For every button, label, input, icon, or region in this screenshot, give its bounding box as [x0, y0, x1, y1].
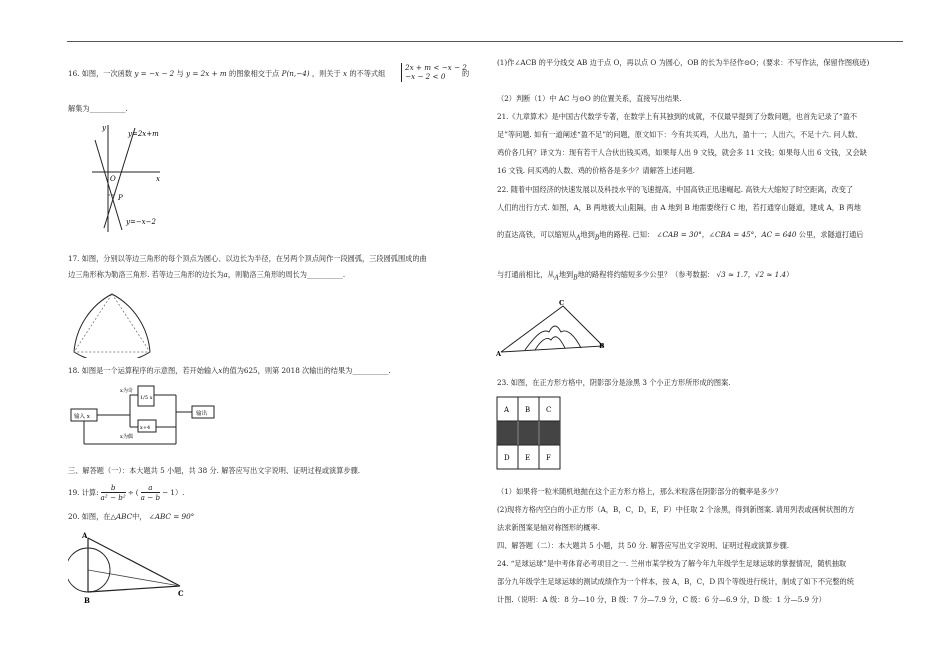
header-rule [67, 41, 903, 42]
q21-line3: 鸡价各几何？译文为：现有若干人合伙出钱买鸡，如果每人出 9 文钱，就会多 11 文钱；如果每人出 6 文钱，又会缺 [497, 148, 867, 157]
q20-part1: (1)作∠ACB 的平分线交 AB 边于点 O，再以点 O 为圆心，OB 的长为半径作⊙O；(要求：不写作法，保留作图痕迹) [497, 58, 870, 67]
q19-frac2-num: a [148, 483, 153, 492]
q20-angle: ∠ABC = 90° [148, 512, 195, 521]
q16-graph-x: x [156, 175, 160, 183]
q19-frac2-den: a − b [140, 493, 161, 502]
q22-line4d: ） [786, 270, 794, 279]
q23-part1: （1）如果将一粒米随机地抛在这个正方形方格上，那么米粒落在阴影部分的概率是多少？ [497, 487, 782, 496]
q23-grid [496, 396, 562, 471]
q22-label-a: A [496, 350, 502, 358]
q18-odd: x为奇 [120, 388, 133, 394]
q18-frac: 1/5 x [140, 395, 153, 401]
q16-inequality-system [401, 63, 470, 82]
question-19: 19. 计算: $\frac{b}{\text{a² − b²}}$ ÷ ( $\frac{a}{a - b}$ − 1）. [68, 483, 185, 502]
q20-label: 20. 如图，在 [68, 512, 111, 521]
q18-plus4: x+4 [140, 425, 151, 431]
q19-div: ÷ [127, 488, 134, 497]
q18-input: 输入 x [74, 414, 90, 420]
q16-text5: 的 [462, 69, 470, 78]
q20-label-c: C [178, 589, 184, 598]
section-4-heading: 四、解答题（二）：本大题共 5 小题，共 50 分. 解答应写出文字说明、证明过程或演算步骤. [497, 541, 790, 550]
section-3-heading: 三、解答题（一）：本大题共 5 小题，共 38 分. 解答应写出文字说明、证明过程或演算步骤. [68, 466, 361, 475]
q24-line1: 24. “足球运球”是中考体育必考项目之一. 兰州市某学校为了解今年九年级学生足球运球的掌握情况，随机抽取 [497, 559, 847, 568]
q22-label-b: B [599, 342, 605, 350]
q19-frac1-den: a² − b² [100, 493, 126, 502]
q22-line3e: 地的路程. 已知： [599, 230, 655, 239]
q18-text-a: 18. 如图是一个运算程序的示意图，若开始输入 [68, 366, 219, 375]
q22-line3d: B [594, 234, 600, 242]
q19-frac1-num: b [110, 483, 116, 492]
q23-part2b: 法求新图案是轴对称图形的概率. [497, 523, 600, 532]
q16-eq1: y = −x − 2 [134, 69, 175, 78]
q23-part2a: (2)现将方格内空白的小正方形（A，B，C，D，E，F）中任取 2 个涂黑，得到新图案. 请用列表或画树状图的方 [497, 505, 855, 514]
q19-tail: − 1）. [162, 487, 185, 497]
q20-part2: （2）判断（1）中 AC 与⊙O 的位置关系，直接写出结果. [497, 94, 682, 103]
q22-line4-a: A [554, 274, 559, 282]
q16-graph-line1: y=2x+m [128, 130, 159, 138]
q16-graph-o: O [110, 175, 116, 183]
q16-var: x [342, 69, 348, 78]
q22-label-c: C [559, 299, 565, 307]
q20-tri: △ABC [110, 512, 133, 521]
q23-cell-a: A [504, 406, 510, 414]
q16-graph [90, 120, 180, 235]
q22-line3f: 公里，求隧道打通后 [798, 230, 864, 239]
q17-var: a [223, 270, 228, 279]
q21-line4: 16 文钱. 问买鸡的人数、鸡的价格各是多少？请解答上述问题. [497, 166, 695, 175]
q23-cell-e: E [525, 454, 531, 462]
q16-text3: ，则关于 [311, 69, 341, 78]
q22-line4a: 与打通前相比，从 [497, 270, 555, 279]
q16-eq2: y = 2x + m [186, 69, 227, 78]
q23-cell-b: B [525, 406, 531, 414]
q18-output: 输出 [196, 411, 208, 417]
q22-line4-b: B [573, 274, 578, 282]
q16-yu: 与 [176, 69, 184, 78]
q22-line4c: 地的路程将约缩短多少公里？（参考数据： [577, 270, 715, 279]
q16-text: 16. 如图，一次函数 [68, 69, 133, 78]
q22-line3b: A [576, 234, 581, 242]
q24-line2: 部分九年级学生足球运球的测试成绩作为一个样本，按 A，B，C，D 四个等级进行统计，制成了如下不完整的统 [497, 577, 854, 586]
q19-frac1 [101, 483, 126, 502]
q18-text-b: 的值为625，则第 2018 次输出的结果为__________. [222, 366, 391, 375]
q23-line1: 23. 如图，在正方形方格中，阴影部分是涂黑 3 个小正方形所形成的图案. [497, 378, 731, 387]
q16-answer-line: 解集为__________. [68, 104, 128, 113]
q22-line3a: 的直达高铁，可以缩短从 [497, 230, 577, 239]
q19-label: 19. 计算: [68, 487, 99, 497]
q16-graph-p: P [118, 194, 123, 202]
q16-text4: 的不等式组 [349, 69, 386, 78]
q17-line2a: 边三角形称为勒洛三角形. 若等边三角形的边长为 [68, 270, 224, 279]
q23-cell-d: D [504, 454, 510, 462]
q20-label-b: B [84, 596, 90, 605]
q21-line2: 足”等问题. 如有一道阐述“盈不足”的问题，原文如下：今有共买鸡，人出九，盈十一；人出六，不足十六. 问人数、 [497, 130, 863, 139]
q22-line3c: 地到 [580, 230, 595, 239]
q18-var: x [218, 366, 223, 375]
q24-line3: 计图.（说明：A 级：8 分—10 分，B 级：7 分—7.9 分，C 级：6 分—6.9 分，D 级：1 分—5.9 分） [497, 595, 826, 604]
q17-line1: 17. 如图，分别以等边三角形的每个顶点为圆心、以边长为半径，在另两个顶点间作一段圆弧，三段圆弧围成的曲 [68, 254, 427, 263]
q20-label-a: A [82, 531, 88, 540]
q20-triangle-figure [68, 530, 193, 610]
q23-cell-c: C [546, 406, 552, 414]
q18-even: x为偶 [120, 434, 133, 440]
q16-ineq1: 2x + m < −x − 2 [405, 63, 467, 72]
q21-line1: 21.《九章算术》是中国古代数学专著，在数学上有其独到的成就，不仅最早提到了分数问题，也首先记录了“盈不 [497, 112, 858, 121]
q22-line1: 22. 随着中国经济的快速发展以及科技水平的飞速提高，中国高铁正迅速崛起. 高铁大大缩短了时空距离，改变了 [497, 185, 854, 194]
q16-ineq2: −x − 2 < 0 [405, 72, 446, 82]
q17-reuleaux-figure [68, 290, 156, 358]
q23-cell-f: F [546, 454, 551, 462]
q22-line2: 人们的出行方式. 如图，A，B 两地被大山阻隔，由 A 地到 B 地需要绕行 C 地，若打通穿山隧道，建成 A，B 两地 [497, 203, 861, 212]
q16-text2: 的图象相交于点 [229, 69, 280, 78]
q18-flowchart [68, 382, 228, 450]
q16-graph-y: y [102, 124, 106, 132]
q22-mountain-figure [495, 298, 610, 358]
q22-given: ∠CAB = 30°，∠CBA = 45°，AC = 640 [656, 230, 797, 239]
q17-line2b: ，则勒洛三角形的周长为__________. [227, 270, 346, 279]
q22-line4b: 地到 [558, 270, 574, 279]
q20-zhong: 中， [132, 512, 147, 521]
q19-frac2 [141, 483, 160, 502]
q16-point: P(n,−4) [281, 69, 310, 78]
q22-reference: √3 ≈ 1.7，√2 ≈ 1.4 [716, 270, 787, 279]
q16-graph-line2: y=−x−2 [126, 218, 156, 226]
